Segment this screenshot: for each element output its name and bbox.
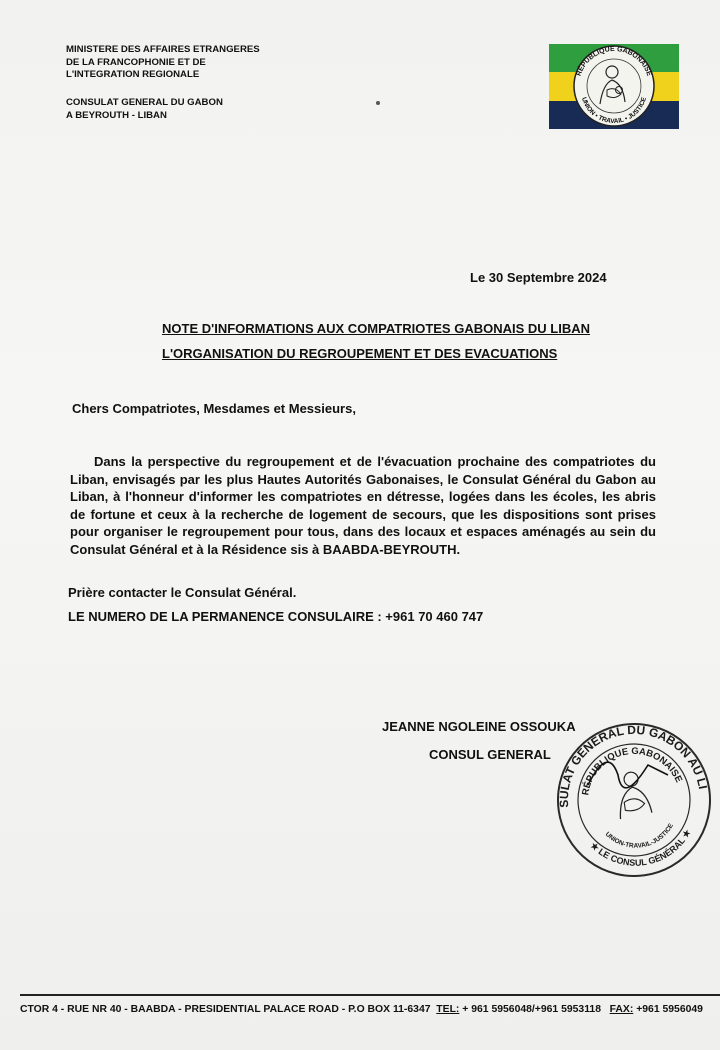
ink-dot — [376, 101, 380, 105]
svg-text:RÉPUBLIQUE GABONAISE: RÉPUBLIQUE GABONAISE — [575, 45, 653, 78]
footer-fax: +961 5956049 — [636, 1004, 703, 1015]
svg-text:UNION-TRAVAIL-JUSTICE: UNION-TRAVAIL-JUSTICE — [603, 822, 675, 850]
footer-divider — [20, 994, 720, 996]
consulate-header — [66, 97, 223, 122]
consulate-line: CONSULAT GENERAL DU GABON — [66, 97, 223, 108]
footer-tel-label: TEL: — [436, 1004, 460, 1015]
permanence-number: LE NUMERO DE LA PERMANENCE CONSULAIRE : +961 70 460 747 — [68, 609, 484, 624]
footer-fax-label: FAX: — [609, 1004, 634, 1015]
ministry-header — [66, 44, 260, 82]
ministry-line: DE LA FRANCOPHONIE ET DE — [66, 56, 206, 68]
document-title: NOTE D'INFORMATIONS AUX COMPATRIOTES GABONAIS DU LIBAN — [162, 321, 590, 336]
emblem-seal-icon — [567, 44, 661, 129]
footer-address: CTOR 4 - RUE NR 40 - BAABDA - PRESIDENTIAL PALACE ROAD - P.O BOX 11-6347 — [20, 1004, 431, 1015]
signatory-name: JEANNE NGOLEINE OSSOUKA — [382, 719, 576, 734]
body-paragraph: Dans la perspective du regroupement et de l'évacuation prochaine des compatriotes du Liban, envisagés par les plus Hautes Autorités Gabonaises, le Consulat Général du Gabon au Liban, à l'honneur d'informer les compatriotes en détresse, logées dans les écoles, les abris de fortune et ceux à la recherche de logement de secours, que les dispositions sont prises pour organiser le regroupement pour tous, dans des locaux et espaces aménagés au sein du Consulat Général et à la Résidence sis à BAABDA-BEYROUTH. — [70, 454, 656, 557]
ministry-line: L'INTEGRATION REGIONALE — [66, 69, 200, 81]
consulate-stamp-icon — [548, 705, 720, 895]
svg-text:★ LE CONSUL GÉNÉRAL ★: ★ LE CONSUL GÉNÉRAL ★ — [588, 827, 693, 868]
gabon-emblem — [549, 44, 679, 129]
consulate-line: A BEYROUTH - LIBAN — [66, 109, 167, 121]
svg-text:CONSULAT GÉNÉRAL DU GABON AU L: CONSULAT GÉNÉRAL DU GABON AU LIBAN — [556, 722, 711, 809]
document-subtitle: L'ORGANISATION DU REGROUPEMENT ET DES EVACUATIONS — [162, 346, 558, 361]
document-date: Le 30 Septembre 2024 — [470, 270, 607, 285]
svg-text:RÉPUBLIQUE GABONAISE: RÉPUBLIQUE GABONAISE — [580, 745, 685, 797]
signatory-title: CONSUL GENERAL — [429, 747, 551, 762]
svg-text:UNION • TRAVAIL • JUSTICE: UNION • TRAVAIL • JUSTICE — [579, 96, 649, 126]
signature-scribble — [588, 762, 668, 788]
ministry-line: MINISTERE DES AFFAIRES ETRANGERES — [66, 44, 260, 55]
footer-contact — [20, 1004, 720, 1015]
greeting: Chers Compatriotes, Mesdames et Messieurs, — [72, 401, 356, 416]
contact-request: Prière contacter le Consulat Général. — [68, 585, 297, 600]
footer-tel: + 961 5956048/+961 5953118 — [462, 1004, 601, 1015]
